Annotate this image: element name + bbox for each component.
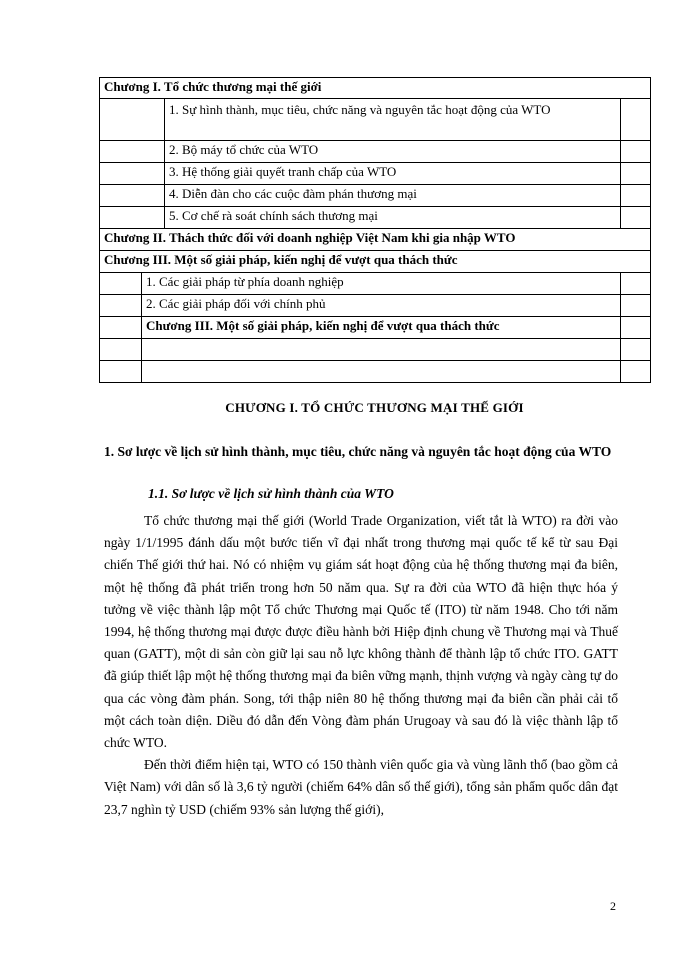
toc-row [100,295,651,317]
toc-chapter-3-repeat: Chương III. Một số giải pháp, kiến nghị để vượt qua thách thức [142,317,621,339]
toc-row [100,207,651,229]
toc-blank-cell [100,207,165,229]
toc-blank-cell [621,99,651,141]
toc-chapter-2: Chương II. Thách thức đối với doanh nghiệp Việt Nam khi gia nhập WTO [100,229,651,251]
toc-blank-cell [621,207,651,229]
toc-item: 3. Hệ thống giải quyết tranh chấp của WTO [165,163,621,185]
toc-blank-cell [100,295,142,317]
toc-row-chapter3 [100,251,651,273]
toc-blank-cell [100,99,165,141]
toc-blank-cell [621,163,651,185]
body-text [104,510,618,821]
toc-blank-cell [100,361,142,383]
toc-blank-cell [621,141,651,163]
toc-blank-cell [100,317,142,339]
toc-item: 1. Sự hình thành, mục tiêu, chức năng và nguyên tắc hoạt động của WTO [165,99,621,141]
chapter-title: CHƯƠNG I. TỔ CHỨC THƯƠNG MẠI THẾ GIỚI [225,400,524,415]
toc-item: 4. Diễn đàn cho các cuộc đàm phán thương mại [165,185,621,207]
toc-blank-cell [142,339,621,361]
toc-item: 5. Cơ chế rà soát chính sách thương mại [165,207,621,229]
subsection-heading: 1.1. Sơ lược về lịch sử hình thành của WTO [148,486,394,501]
paragraph: Tổ chức thương mại thế giới (World Trade Organization, viết tắt là WTO) ra đời vào ngày 1/1/1995 đánh dấu một bước tiến vĩ đại nhất trong thương mại quốc tế kể từ sau Đại chiến Thế giới thứ hai. Nó có nhiệm vụ giám sát hoạt động của hệ thống thương mại đa biên, một hệ thống đã phát triển trong hơn 50 năm qua. Sự ra đời của WTO đã hiện thực hóa ý tưởng về việc thành lập một Tổ chức Thương mại Quốc tế (ITO) từ năm 1948. Cho tới năm 1994, hệ thống thương mại được được điều hành bởi Hiệp định chung về Thương mại và Thuế quan (GATT), một di sản còn giữ lại sau nỗ lực không thành để thành lập tổ chức ITO. GATT đã giúp thiết lập một hệ thống thương mại đa biên vững mạnh, thịnh vượng và ngày càng tự do qua các vòng đàm phán. Song, tới thập niên 80 hệ thống thương mại đa biên cần phải cải tổ một cách toàn diện. Diều đó dẫn đến Vòng đàm phán Urugoay và sau đó là việc thành lập tổ chức WTO. [104,513,618,751]
toc-item: 1. Các giải pháp từ phía doanh nghiệp [142,273,621,295]
toc-blank-cell [621,361,651,383]
toc-chapter-3: Chương III. Một số giải pháp, kiến nghị để vượt qua thách thức [100,251,651,273]
toc-row-chapter2 [100,229,651,251]
paragraph: Đến thời điểm hiện tại, WTO có 150 thành viên quốc gia và vùng lãnh thổ (bao gồm cả Việt Nam) với dân số là 3,6 tỷ người (chiếm 64% dân số thế giới), tổng sản phẩm quốc dân đạt 23,7 nghìn tỷ USD (chiếm 93% sản lượng thế giới), [104,757,618,817]
toc-row-empty [100,361,651,383]
page-number: 2 [610,899,616,913]
toc-blank-cell [100,163,165,185]
section-heading: 1. Sơ lược về lịch sử hình thành, mục tiêu, chức năng và nguyên tắc hoạt động của WTO [104,444,612,459]
toc-chapter-1: Chương I. Tổ chức thương mại thế giới [100,78,651,99]
toc-row-empty [100,339,651,361]
toc-blank-cell [100,185,165,207]
toc-item: 2. Các giải pháp đối với chính phủ [142,295,621,317]
toc-blank-cell [621,339,651,361]
toc-blank-cell [621,273,651,295]
toc-blank-cell [621,295,651,317]
toc-blank-cell [100,141,165,163]
toc-item: 2. Bộ máy tổ chức của WTO [165,141,621,163]
toc-blank-cell [142,361,621,383]
toc-row [100,185,651,207]
toc-row [100,141,651,163]
toc-row [100,163,651,185]
toc-blank-cell [621,317,651,339]
toc-row [100,317,651,339]
toc-row [100,273,651,295]
table-of-contents [99,77,651,383]
toc-row [100,99,651,141]
toc-blank-cell [100,273,142,295]
toc-blank-cell [621,185,651,207]
toc-row-chapter1 [100,78,651,99]
toc-blank-cell [100,339,142,361]
